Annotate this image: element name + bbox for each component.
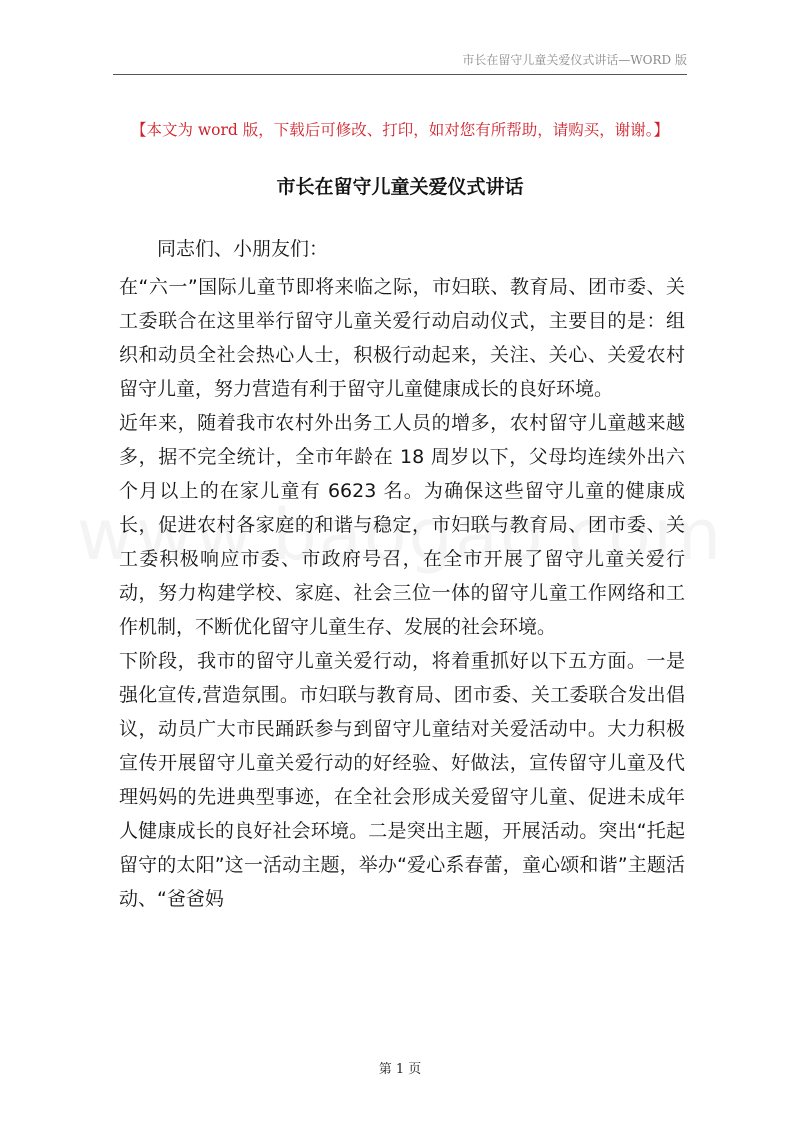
salutation: 同志们、小朋友们： xyxy=(157,238,329,260)
paragraph-2: 近年来，随着我市农村外出务工人员的增多，农村留守儿童越来越多，据不完全统计，全市年龄在 18 周岁以下，父母均连续外出六个月以上的在家儿童有 6623 名。为确保这些留守儿童的健康成长，促进农村各家庭的和谐与稳定，市妇联与教育局、团市委、关工委积极响应市委、市政府号召，在全市开展了留守儿童关爱行动，努力构建学校、家庭、社会三位一体的留守儿童工作网络和工作机制，不断优化留守儿童生存、发展的社会环境。 xyxy=(119,412,685,638)
page-number: 第 1 页 xyxy=(378,1062,422,1077)
paragraph-1: 在“六一”国际儿童节即将来临之际，市妇联、教育局、团市委、关工委联合在这里举行留守儿童关爱行动启动仪式，主要目的是：组织和动员全社会热心人士，积极行动起来，关注、关心、关爱农村留守儿童，努力营造有利于留守儿童健康成长的良好环境。 xyxy=(119,276,685,400)
document-body xyxy=(119,232,685,916)
page-header xyxy=(113,50,687,75)
document-title: 市长在留守儿童关爱仪式讲话 xyxy=(276,176,524,198)
download-notice: 【本文为 word 版，下载后可修改、打印，如对您有所帮助，请购买，谢谢。】 xyxy=(130,121,670,139)
running-title: 市长在留守儿童关爱仪式讲话—WORD 版 xyxy=(462,53,687,67)
paragraph-3: 下阶段，我市的留守儿童关爱行动，将着重抓好以下五方面。一是强化宣传,营造氛围。市妇联与教育局、团市委、关工委联合发出倡议，动员广大市民踊跃参与到留守儿童结对关爱活动中。大力积极宣传开展留守儿童关爱行动的好经验、好做法，宣传留守儿童及代理妈妈的先进典型事迹，在全社会形成关爱留守儿童、促进未成年人健康成长的良好社会环境。二是突出主题，开展活动。突出“托起留守的太阳”这一活动主题，举办“爱心系春蕾，童心颂和谐”主题活动、“爸爸妈 xyxy=(119,650,685,910)
